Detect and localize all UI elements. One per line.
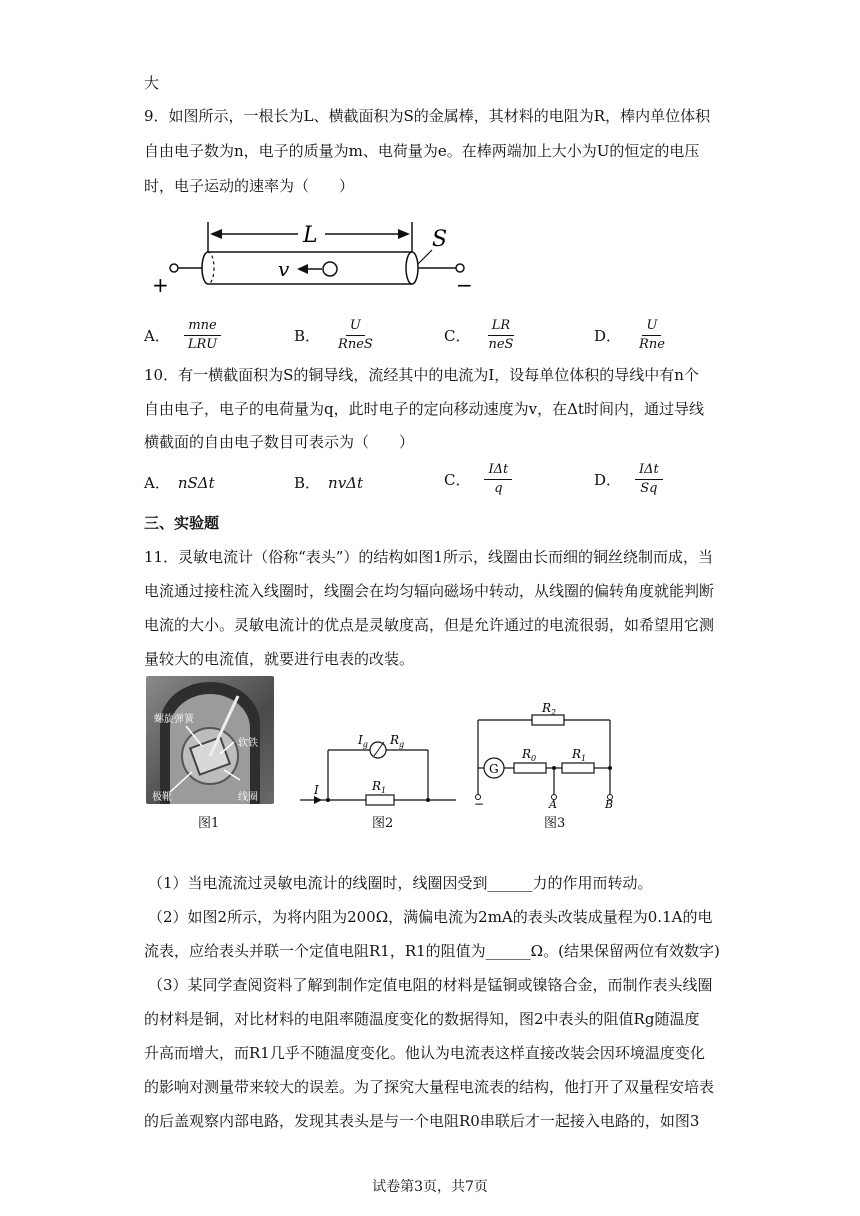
q9-line-2: 自由电子数为n，电子的质量为m、电荷量为e。在棒两端加上大小为U的恒定的电压 — [144, 142, 700, 160]
pole-shoe-label: 极靴 — [152, 792, 172, 803]
minus-label: − — [456, 273, 473, 297]
continued-text: 大 — [144, 74, 160, 92]
page-footer: 试卷第3页，共7页 — [372, 1179, 488, 1195]
q10-option-c[interactable]: C． $\frac{\text{IΔt}}{q}$ — [444, 462, 512, 497]
plus-label: + — [152, 273, 169, 297]
q9-line-3: 时，电子运动的速率为（ ） — [144, 177, 355, 195]
fig2-circuit — [300, 704, 460, 808]
velocity-label: v — [278, 257, 290, 281]
q11-sub-line-2: （2）如图2所示，为将内阻为200Ω，满偏电流为2mA的表头改装成量程为0.1A的电 — [148, 908, 713, 926]
q11-sub-line-7: 的影响对测量带来较大的误差。为了探究大量程电流表的结构，他打开了双量程安培表 — [144, 1078, 715, 1096]
q10-line-2: 自由电子，电子的电荷量为q，此时电子的定向移动速度为v，在Δt时间内，通过导线 — [144, 400, 704, 418]
q11-sub-line-5: 的材料是铜，对比材料的电阻率随温度变化的数据得知，图2中表头的阻值Rg随温度 — [144, 1010, 700, 1028]
q10-line-3: 横截面的自由电子数目可表示为（ ） — [144, 433, 415, 451]
area-label: S — [432, 227, 448, 252]
soft-iron-label: 软铁 — [238, 738, 258, 749]
q9-option-c[interactable]: C． $\frac{LR}{\text{neS}}$ — [444, 318, 514, 352]
length-label: L — [303, 223, 318, 248]
section-title: 三、实验题 — [144, 514, 220, 532]
q11-sub-line-8: 的后盖观察内部电路，发现其表头是与一个电阻R0串联后才一起接入电路的，如图3 — [144, 1112, 700, 1130]
q11-line-4: 量较大的电流值，就要进行电表的改装。 — [144, 650, 415, 668]
q10-line-1: 10．有一横截面积为S的铜导线，流经其中的电流为I，设每单位体积的导线中有n个 — [144, 366, 699, 384]
q9-option-d[interactable]: D． $\frac{U}{\text{Rne}}$ — [594, 318, 665, 352]
q9-option-b[interactable]: B． $\frac{U}{\text{RneS}}$ — [294, 318, 373, 352]
fig3-caption: 图3 — [544, 816, 566, 831]
q11-line-3: 电流的大小。灵敏电流计的优点是灵敏度高，但是允许通过的电流很弱，如希望用它测 — [144, 616, 715, 634]
q10-option-a[interactable]: A． nSΔt — [144, 473, 215, 492]
svg-text:I: I — [314, 783, 319, 797]
svg-text:−: − — [474, 797, 485, 808]
svg-text:A: A — [549, 798, 557, 808]
q11-sub-line-1: （1）当电流流过灵敏电流计的线圈时，线圈因受到______力的作用而转动。 — [148, 874, 653, 892]
svg-text:G: G — [489, 762, 499, 776]
fig1-caption: 图1 — [198, 816, 220, 831]
q9-rod-figure — [150, 212, 480, 302]
svg-text:R0: $R_0$ — [522, 747, 537, 763]
svg-text:Ig: $I_g$ — [358, 733, 368, 749]
q11-sub-line-3: 流表，应给表头并联一个定值电阻R1，R1的阻值为______Ω。(结果保留两位有效数字) — [144, 942, 720, 960]
coil-label: 线圈 — [238, 792, 258, 803]
fig2-caption: 图2 — [372, 816, 394, 831]
q11-line-2: 电流通过接柱流入线圈时，线圈会在均匀辐向磁场中转动，从线圈的偏转角度就能判断 — [144, 582, 715, 600]
q9-option-a[interactable]: A． $\frac{\text{mne}}{\text{LRU}}$ — [144, 318, 221, 353]
svg-text:Rg: $R_g$ — [390, 733, 405, 749]
spring-label: 螺旋弹簧 — [154, 714, 194, 725]
svg-text:R1: $R_1$ — [372, 779, 387, 795]
svg-text:B: B — [605, 798, 614, 808]
q9-line-1: 9．如图所示，一根长为L、横截面积为S的金属棒，其材料的电阻为R，棒内单位体积 — [144, 107, 711, 125]
svg-text:R1: $R_1$ — [572, 747, 587, 763]
q11-line-1: 11．灵敏电流计（俗称“表头”）的结构如图1所示，线圈由长而细的铜丝绕制而成，当 — [144, 548, 713, 566]
q10-option-b[interactable]: B． nvΔt — [294, 473, 364, 492]
fig3-circuit — [470, 696, 630, 808]
q10-option-d[interactable]: D． $\frac{\text{IΔt}}{Sq}$ — [594, 462, 663, 497]
q11-sub-line-4: （3）某同学查阅资料了解到制作定值电阻的材料是锰铜或镍铬合金，而制作表头线圈 — [148, 976, 713, 994]
q11-sub-line-6: 升高而增大，而R1几乎不随温度变化。他认为电流表这样直接改装会因环境温度变化 — [144, 1044, 705, 1062]
galvanometer-photo — [146, 676, 274, 804]
svg-text:R2: $R_2$ — [542, 701, 557, 717]
